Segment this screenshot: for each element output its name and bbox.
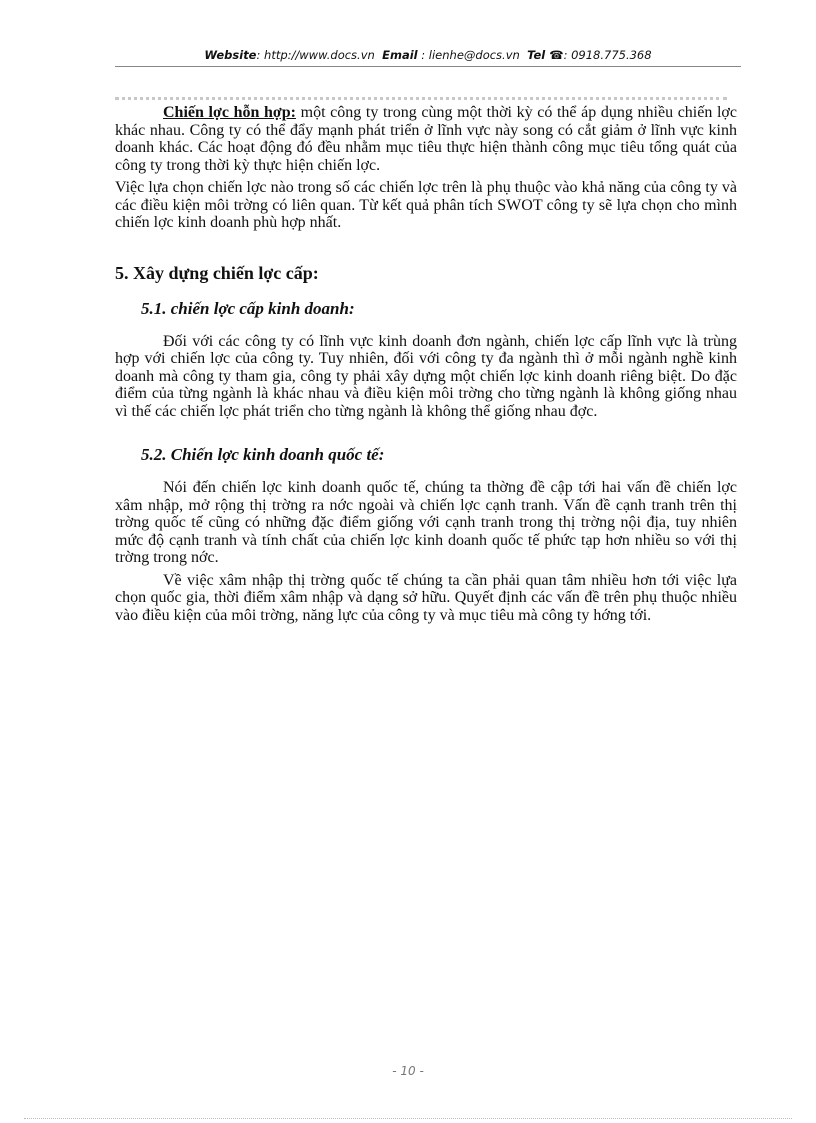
tel-value: : 0918.775.368 bbox=[563, 48, 652, 62]
mixed-strategy-term: Chiến lợc hỗn hợp: bbox=[163, 104, 296, 121]
mixed-strategy-text: một công ty trong cùng một thời kỳ có thể áp dụng nhiều chiến lợc khác nhau. Công ty có thể đẩy mạnh phát triển ở lĩnh vực này song có cắt giảm ở lĩnh vực kinh doanh khác. Các hoạt động đó đều nhằm mục tiêu thực hiện thành công mục tiêu tổng quát của công ty trong thời kỳ thực hiện chiến lợc. bbox=[115, 104, 737, 174]
page-header bbox=[115, 48, 741, 62]
paragraph-international-2: Về việc xâm nhập thị trờng quốc tế chúng ta cần phải quan tâm nhiều hơn tới việc lựa chọn quốc gia, thời điểm xâm nhập và dạng sở hữu. Quyết định các vấn đề trên phụ thuộc nhiều vào điều kiện của môi trờng, năng lực của công ty và mục tiêu mà công ty hớng tới. bbox=[115, 571, 737, 624]
email-value: : lienhe@docs.vn bbox=[421, 48, 520, 62]
section-heading-5: 5. Xây dựng chiến lợc cấp: bbox=[115, 262, 319, 283]
website-value: : http://www.docs.vn bbox=[256, 48, 375, 62]
email-label: Email bbox=[382, 48, 418, 62]
tel-label: Tel ☎ bbox=[527, 48, 564, 62]
website-label: Website bbox=[204, 48, 257, 62]
paragraph-business-level: Đối với các công ty có lĩnh vực kinh doanh đơn ngành, chiến lợc cấp lĩnh vực là trùng hợp với chiến lợc của công ty. Tuy nhiên, đối với công ty đa ngành thì ở mỗi ngành nghề kinh doanh mà công ty tham gia, công ty phải xây dựng một chiến lợc kinh doanh riêng biệt. Do đặc điểm của từng ngành là khác nhau và điều kiện môi trờng cho từng ngành là không giống nhau vì thế các chiến lợc phát triển cho từng ngành là không thể giống nhau đợc. bbox=[115, 332, 737, 420]
paragraph-international-1: Nói đến chiến lợc kinh doanh quốc tế, chúng ta thờng đề cập tới hai vấn đề chiến lợc xâm nhập, mở rộng thị trờng ra nớc ngoài và chiến lợc cạnh tranh. Vấn đề cạnh tranh trên thị trờng quốc tế cũng có những đặc điểm giống với cạnh tranh trong thị trờng nội địa, tuy nhiên mức độ cạnh tranh và tính chất của chiến lợc kinh doanh quốc tế phức tạp hơn nhiều so với thị trờng trong nớc. bbox=[115, 479, 737, 566]
bottom-dotted-border bbox=[24, 1118, 792, 1119]
subsection-heading-5-1: 5.1. chiến lợc cấp kinh doanh: bbox=[141, 298, 355, 318]
header-divider bbox=[115, 66, 741, 67]
paragraph-strategy-choice: Việc lựa chọn chiến lợc nào trong số các chiến lợc trên là phụ thuộc vào khả năng của công ty và các điều kiện môi trờng có liên quan. Từ kết quả phân tích SWOT công ty sẽ lựa chọn cho mình chiến lợc kinh doanh phù hợp nhất. bbox=[115, 179, 737, 231]
dotted-divider bbox=[115, 97, 727, 100]
paragraph-mixed-strategy bbox=[115, 104, 737, 174]
page-number: - 10 - bbox=[392, 1064, 424, 1078]
subsection-heading-5-2: 5.2. Chiến lợc kinh doanh quốc tế: bbox=[141, 445, 385, 464]
document-body bbox=[115, 104, 737, 624]
